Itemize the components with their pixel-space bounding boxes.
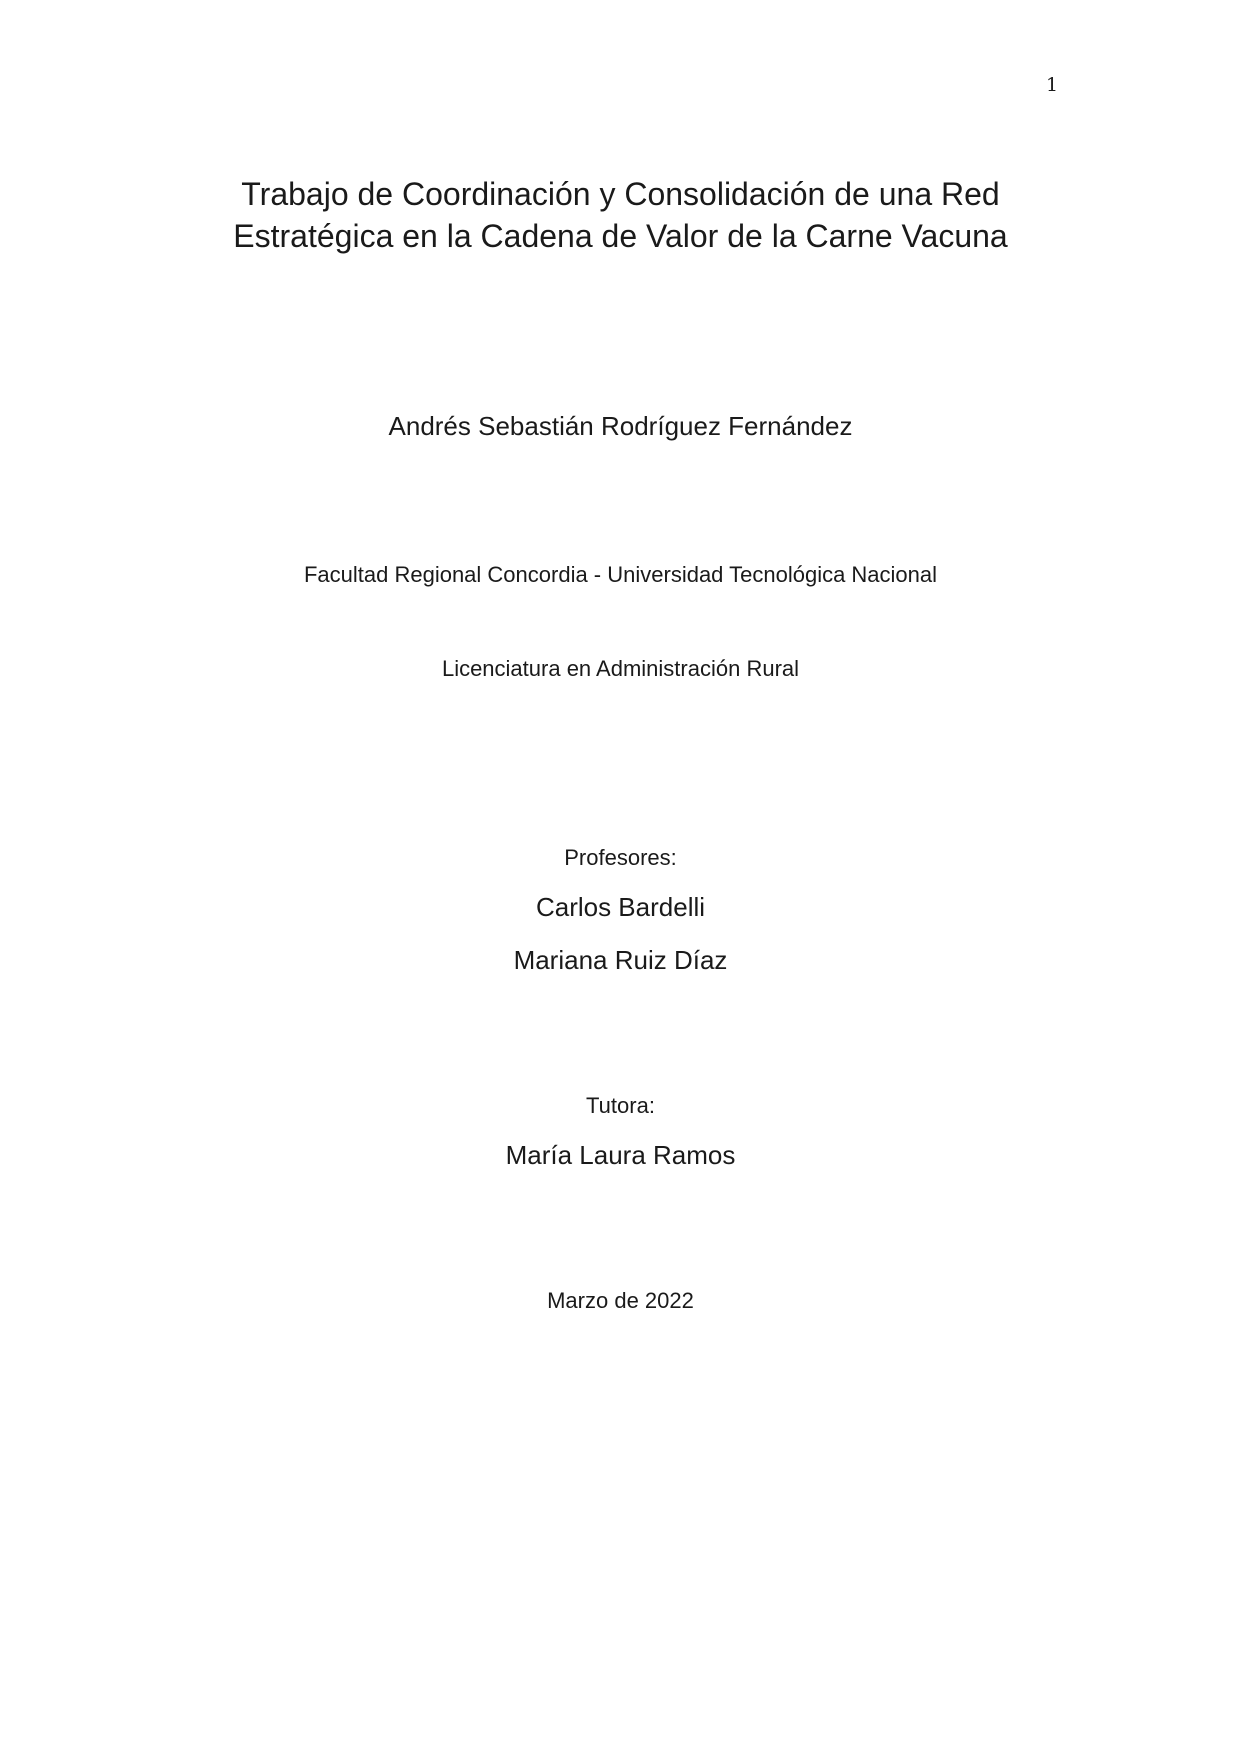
professor-name: Carlos Bardelli [535,892,706,922]
degree-program: Licenciatura en Administración Rural [441,656,800,681]
professors-label: Profesores: [564,845,677,870]
tutor-label: Tutora: [586,1093,655,1118]
title-line-1: Trabajo de Coordinación y Consolidación de una Red [241,176,1000,212]
document-title [0,173,1241,257]
tutor-name: María Laura Ramos [505,1140,736,1170]
page-number: 1 [1046,74,1059,96]
professor-name: Mariana Ruiz Díaz [513,945,728,975]
document-date: Marzo de 2022 [547,1288,694,1313]
author-name: Andrés Sebastián Rodríguez Fernández [388,411,853,441]
institution: Facultad Regional Concordia - Universidad Tecnológica Nacional [303,562,938,587]
title-line-2: Estratégica en la Cadena de Valor de la Carne Vacuna [233,218,1008,254]
